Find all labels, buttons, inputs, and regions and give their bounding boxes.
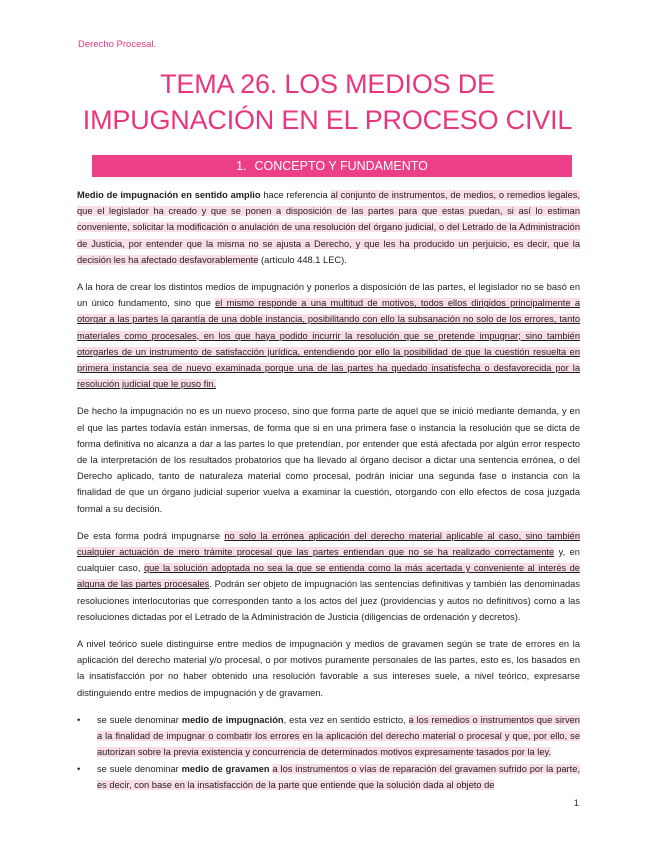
page-title <box>60 66 595 138</box>
paragraph-5: A nivel teórico suele distinguirse entre medios de impugnación y medios de gravamen según se trate de errores en la aplicación del derecho material y/o procesal, o por motivos puramente personales de las partes, esto es, los basados en la insatisfacción por no haber obtenido una resolución favorable a sus intereses suele, a nivel teórico, expresarse distinguiendo entre medios de impugnación y de gravamen. <box>77 639 580 698</box>
p4-highlight-2: que la solución adoptada no sea la que se entienda como la más acertada y conveniente al interés de alguna de las partes procesales <box>77 563 580 590</box>
term-medio-impugnacion-amplio: Medio de impugnación en sentido amplio <box>77 190 261 200</box>
p4-text-2: y, en cualquier caso, <box>77 547 580 574</box>
term-medio-impugnacion: medio de impugnación <box>181 714 284 725</box>
list-item <box>77 761 580 793</box>
bullet-1-text-2: , esta vez en sentido estricto, <box>283 714 409 725</box>
p4-highlight-1: no solo la errónea aplicación del derecho material aplicable al caso, sino también cualquier actuación de mero trámite procesal que las partes entiendan que no se ha realizado correctamente <box>77 530 580 558</box>
paragraph-4 <box>77 528 580 625</box>
p2-highlight: el mismo responde a una multitud de motivos, todos ellos dirigidos principalmente a otorgar a las partes la garantía de una doble instancia, posibilitando con ello la subsanación no solo de los errores, tanto materiales como procesales, en los que haya podido incurrir la resolución que se pretende impugnar; sino también otorgarles de un instrumento de satisfacción jurídica, entendiendo por ello la posibilidad de que la cuestión resuelta en primera instancia sea de nuevo examinada porque una de las partes ha quedado insatisfecha o desfavorecida por la resolución judicial que le puso fin. <box>77 298 580 390</box>
page-number: 1 <box>573 798 579 809</box>
paragraph-2 <box>77 279 580 392</box>
bullet-1-text-1: se suele denominar <box>97 714 182 725</box>
p1-text-1: hace referencia <box>260 190 331 200</box>
bullet-icon: • <box>77 714 81 725</box>
section-title: CONCEPTO Y FUNDAMENTO <box>254 159 428 173</box>
p4-text-3: . Podrán ser objeto de impugnación las sentencias definitivas y también las denominadas resoluciones interlocutorias que corresponden tanto a los actos del juez (providencias y autos no definitivos) como a las resoluciones dictadas por el Letrado de la Administración de Justicia (diligencias de ordenación y decretos). <box>77 579 580 622</box>
definitions-list <box>77 712 580 793</box>
bullet-2-text-1: se suele denominar <box>97 763 182 774</box>
paragraph-1 <box>77 187 580 268</box>
term-medio-gravamen: medio de gravamen <box>181 763 270 774</box>
bullet-icon: • <box>77 763 81 774</box>
section-number: 1. <box>236 159 247 173</box>
p1-highlight: al conjunto de instrumentos, de medios, o remedios legales, que el legislador ha creado y que se ponen a disposición de las partes para que estas puedan, si así lo estiman conveniente, solicitar la modificación o anulación de una resolución del órgano judicial, o del Letrado de la Administración de Justicia, por entender que la misma no se ajusta a Derecho, y que les ha producido un perjuicio, es decir, que la decisión les ha afectado desfavorablemente <box>77 190 580 265</box>
p4-text-1: De esta forma podrá impugnarse <box>77 530 225 541</box>
list-item <box>77 712 580 761</box>
document-body <box>77 187 580 793</box>
p1-text-2: (artículo 448.1 LEC). <box>258 254 347 265</box>
page-header: Derecho Procesal. <box>78 39 157 50</box>
title-line-2: IMPUGNACIÓN EN EL PROCESO CIVIL <box>82 105 573 135</box>
paragraph-3: De hecho la impugnación no es un nuevo proceso, sino que forma parte de aquel que se inició mediante demanda, y en el que las partes todavía están inmersas, de forma que si en una primera fase o instancia la resolución que se dicta de forma definitiva no alcanza a dar a las partes lo que pretendían, por entender que está afectada por algún error respecto de la interpretación de los resultados probatorios que ha llevado al órgano decisor a dictar una sentencia errónea, o del Derecho aplicado, tanto de naturaleza material como procesal, podrán iniciar una segunda fase o instancia con la finalidad de que un órgano judicial superior vuelva a examinar la cuestión, otorgando con ello efectos de cosa juzgada formal a su decisión. <box>77 406 580 514</box>
p2-text-1: A la hora de crear los distintos medios de impugnación y ponerlos a disposición de las partes, el legislador no se basó en un único fundamento, sino que <box>77 282 580 309</box>
title-line-1: TEMA 26. LOS MEDIOS DE <box>160 69 495 99</box>
section-heading <box>92 155 572 177</box>
bullet-2-highlight: a los instrumentos o vías de reparación del gravamen sufrido por la parte, es decir, con base en la insatisfacción de la parte que entiende que la solución dada al objeto de <box>97 763 580 790</box>
bullet-1-highlight: a los remedios o instrumentos que sirven a la finalidad de impugnar o combatir los errores en la aplicación del derecho material o procesal y que, por ello, se autorizan sobre la previa existencia y concurrencia de determinados motivos expresamente tasados por la ley. <box>97 714 580 758</box>
